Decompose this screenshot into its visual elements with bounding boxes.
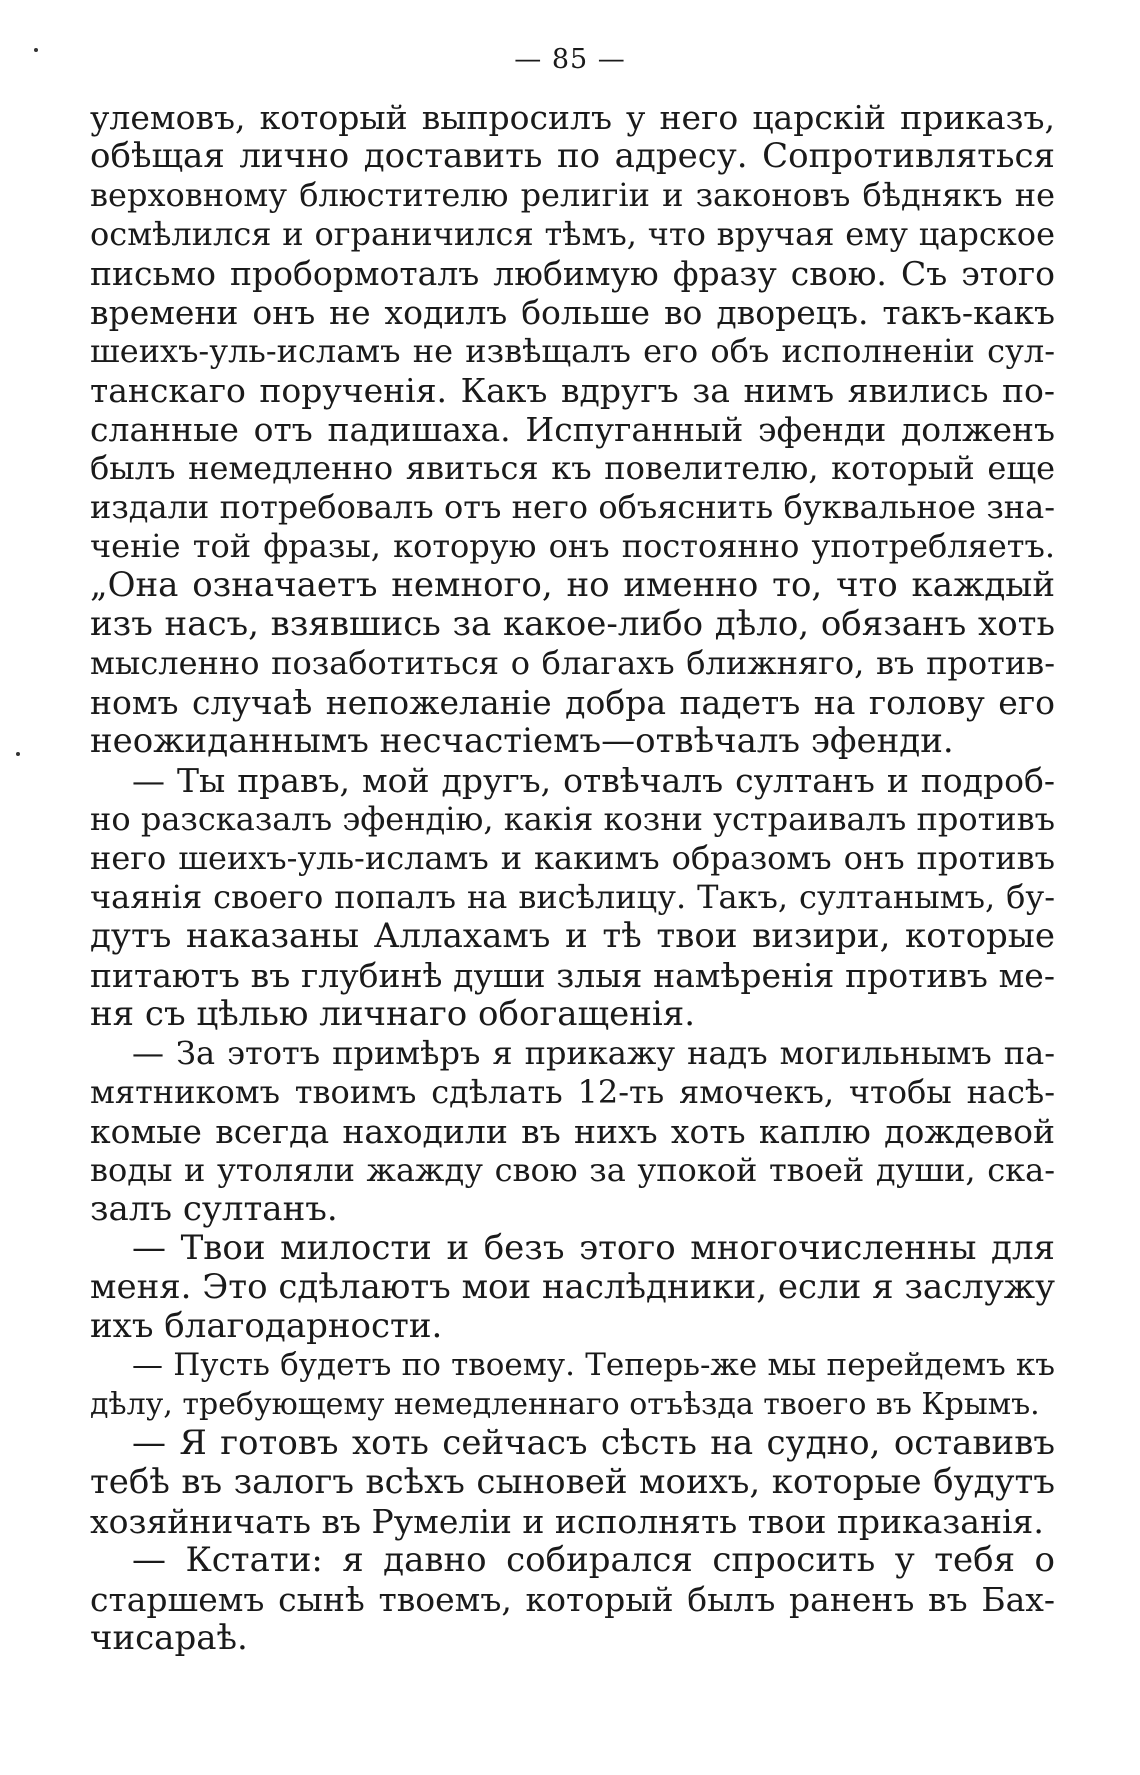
text-line: ня съ цѣлью личнаго обогащенія. <box>90 995 696 1034</box>
text-line: чисараѣ. <box>90 1619 248 1658</box>
page-number: — 85 — <box>514 44 626 75</box>
text-line: тебѣ въ залогъ всѣхъ сыновей моихъ, которые будутъ <box>90 1463 1055 1502</box>
text-line: мятникомъ твоимъ сдѣлать 12-ть ямочекъ, чтобы насѣ- <box>90 1073 1055 1111</box>
text-line: ихъ благодарности. <box>90 1307 443 1346</box>
text-line: — За этотъ примѣръ я прикажу надъ могильнымъ па- <box>132 1034 1055 1072</box>
text-line: комые всегда находили въ нихъ хоть каплю дождевой <box>90 1112 1055 1151</box>
text-line: шеихъ-уль-исламъ не извѣщалъ его объ исполненіи сул- <box>90 332 1055 370</box>
text-line: залъ султанъ. <box>90 1190 338 1229</box>
text-line: дѣлу, требующему немедленнаго отъѣзда твоего въ Крымъ. <box>90 1387 1040 1422</box>
text-line: письмо пробормоталъ любимую фразу свою. Съ этого <box>90 254 1055 293</box>
text-line: танскаго порученія. Какъ вдругъ за нимъ явились по- <box>90 371 1055 410</box>
body-text <box>90 98 1055 1658</box>
text-line: но разсказалъ эфендію, какія козни устраивалъ противъ <box>90 800 1055 838</box>
margin-dot-middle <box>16 752 20 756</box>
text-line: изъ насъ, взявшись за какое-либо дѣло, обязанъ хоть <box>90 605 1055 644</box>
text-line: осмѣлился и ограничился тѣмъ, что вручая ему царское <box>90 215 1055 253</box>
text-line: старшемъ сынѣ твоемъ, который былъ раненъ въ Бах- <box>90 1580 1055 1619</box>
text-line: „Она означаетъ немного, но именно то, что каждый <box>90 566 1055 605</box>
text-line: издали потребовалъ отъ него объяснить буквальное зна- <box>90 488 1055 526</box>
text-line: мысленно позаботиться о благахъ ближняго, въ против- <box>90 644 1055 682</box>
text-line: неожиданнымъ несчастіемъ—отвѣчалъ эфенди. <box>90 722 954 761</box>
text-line: — Ты правъ, мой другъ, отвѣчалъ султанъ и подроб- <box>132 761 1055 800</box>
text-line: сланные отъ падишаха. Испуганный эфенди долженъ <box>90 410 1055 449</box>
text-line: номъ случаѣ непожеланіе добра падетъ на голову его <box>90 683 1055 722</box>
text-line: — Кстати: я давно собирался спросить у тебя о <box>132 1541 1055 1580</box>
text-line: дутъ наказаны Аллахамъ и тѣ твои визири, которые <box>90 917 1055 956</box>
text-line: хозяйничать въ Румеліи и исполнять твои приказанія. <box>90 1502 1044 1541</box>
text-line: меня. Это сдѣлаютъ мои наслѣдники, если я заслужу <box>90 1268 1055 1307</box>
text-line: — Я готовъ хоть сейчасъ сѣсть на судно, оставивъ <box>132 1424 1055 1463</box>
text-line: верховному блюстителю религіи и законовъ бѣднякъ не <box>90 176 1055 214</box>
text-line: былъ немедленно явиться къ повелителю, который еще <box>90 449 1055 487</box>
text-line: воды и утоляли жажду свою за упокой твоей души, ска- <box>90 1151 1055 1189</box>
text-line: ченіе той фразы, которую онъ постоянно употребляетъ. <box>90 527 1055 565</box>
text-line: времени онъ не ходилъ больше во дворецъ. такъ-какъ <box>90 293 1055 332</box>
text-line: чаянія своего попалъ на висѣлицу. Такъ, султанымъ, бу- <box>90 878 1055 916</box>
text-line: — Твои милости и безъ этого многочисленны для <box>132 1229 1055 1268</box>
text-line: улемовъ, который выпросилъ у него царскій приказъ, <box>90 98 1055 137</box>
text-line: него шеихъ-уль-исламъ и какимъ образомъ онъ противъ <box>90 839 1055 877</box>
text-line: обѣщая лично доставить по адресу. Сопротивляться <box>90 137 1055 176</box>
text-line: — Пусть будетъ по твоему. Теперь-же мы перейдемъ къ <box>132 1347 1055 1383</box>
text-line: питаютъ въ глубинѣ души злыя намѣренія противъ ме- <box>90 956 1055 995</box>
